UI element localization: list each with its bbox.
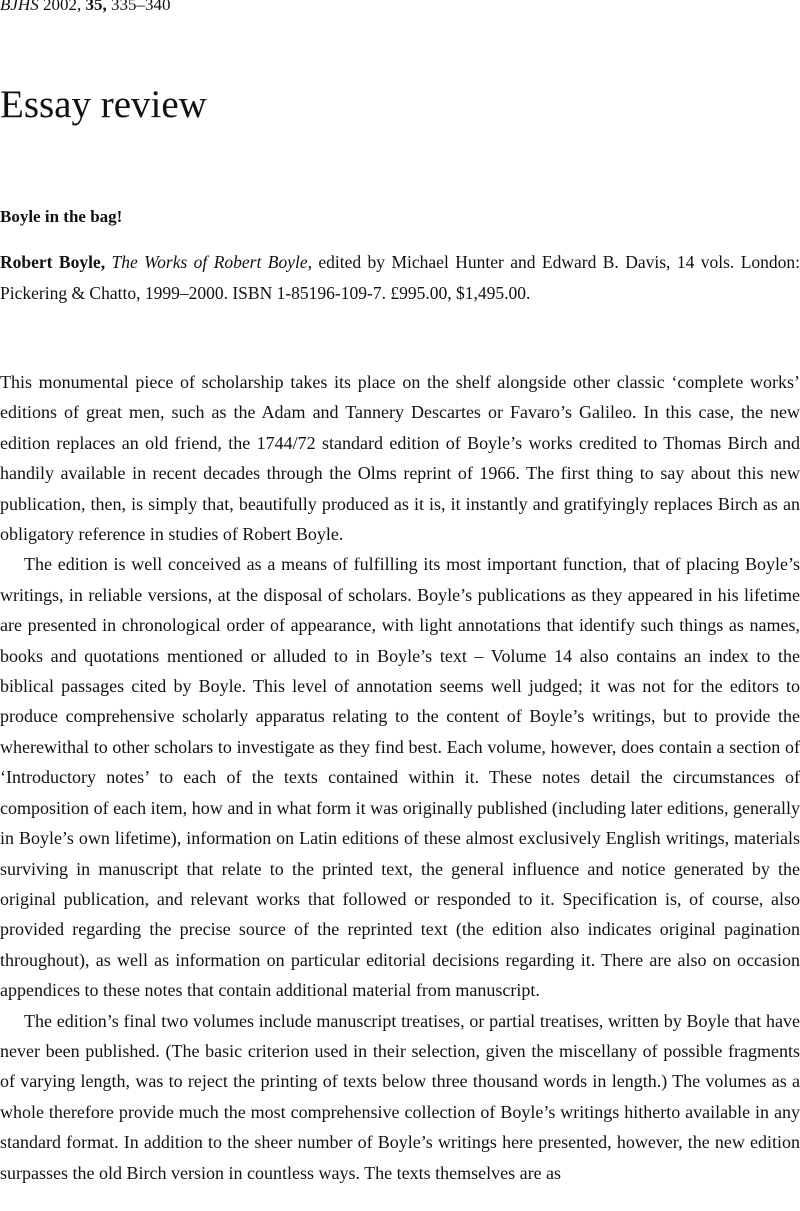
paragraph-3: The edition’s final two volumes include manuscript treatises, or partial treatises, written by Boyle that have never been published. (The basic criterion used in their selection, given the miscellany of possible fragments of varying length, was to reject the printing of texts below three thousand words in length.) The volumes as a whole therefore provide much the most comprehensive collection of Boyle’s writings hitherto available in any standard format. In addition to the sheer number of Boyle’s writings here presented, however, the new edition surpasses the old Birch version in countless ways. The texts themselves are as xyxy=(0,1010,800,1183)
running-head xyxy=(0,0,170,16)
page-range: 335–340 xyxy=(110,0,171,14)
citation-details: , edited by Michael Hunter and Edward B. Davis, 14 vols. London: Pickering & Chatto, 1999–2000. ISBN 1-85196-109-7. £995.00, $1,495.00. xyxy=(0,252,800,303)
journal-abbreviation: BJHS xyxy=(0,0,39,14)
citation-work-title: The Works of Robert Boyle xyxy=(111,252,308,272)
essay-body xyxy=(0,367,800,1188)
volume-number: 35, xyxy=(85,0,107,14)
section-title: Essay review xyxy=(0,83,207,126)
review-heading: Boyle in the bag! xyxy=(0,207,123,226)
paragraph-1: This monumental piece of scholarship takes its place on the shelf alongside other classic ‘complete works’ editions of great men, such as the Adam and Tannery Descartes or Favaro’s Galileo. In this case, the new edition replaces an old friend, the 1744/72 standard edition of Boyle’s works credited to Thomas Birch and handily available in recent decades through the Olms reprint of 1966. The first thing to say about this new publication, then, is simply that, beautifully produced as it is, it instantly and gratifyingly replaces Birch as an obligatory reference in studies of Robert Boyle. xyxy=(0,372,800,545)
paragraph-2: The edition is well conceived as a means of fulfilling its most important function, that of placing Boyle’s writings, in reliable versions, at the disposal of scholars. Boyle’s publications as they appeared in his lifetime are presented in chronological order of appearance, with light annotations that identify such things as names, books and quotations mentioned or alluded to in Boyle’s text – Volume 14 also contains an index to the biblical passages cited by Boyle. This level of annotation seems well judged; it was not for the editors to produce comprehensive scholarly apparatus relating to the content of Boyle’s writings, but to provide the wherewithal to other scholars to investigate as they find best. Each volume, however, does contain a section of ‘Introductory notes’ to each of the texts contained within it. These notes detail the circumstances of composition of each item, how and in what form it was originally published (including later editions, generally in Boyle’s own lifetime), information on Latin editions of these almost exclusively English writings, materials surviving in manuscript that relate to the printed text, the general influence and notice generated by the original publication, and relevant works that followed or responded to it. Specification is, of course, also provided regarding the precise source of the reprinted text (the edition also indicates original pagination throughout), as well as information on particular editorial decisions regarding it. There are also on occasion appendices to these notes that contain additional material from manuscript. xyxy=(0,554,800,1001)
publication-year: 2002, xyxy=(42,0,82,14)
citation-author: Robert Boyle, xyxy=(0,252,106,272)
book-citation xyxy=(0,247,800,308)
